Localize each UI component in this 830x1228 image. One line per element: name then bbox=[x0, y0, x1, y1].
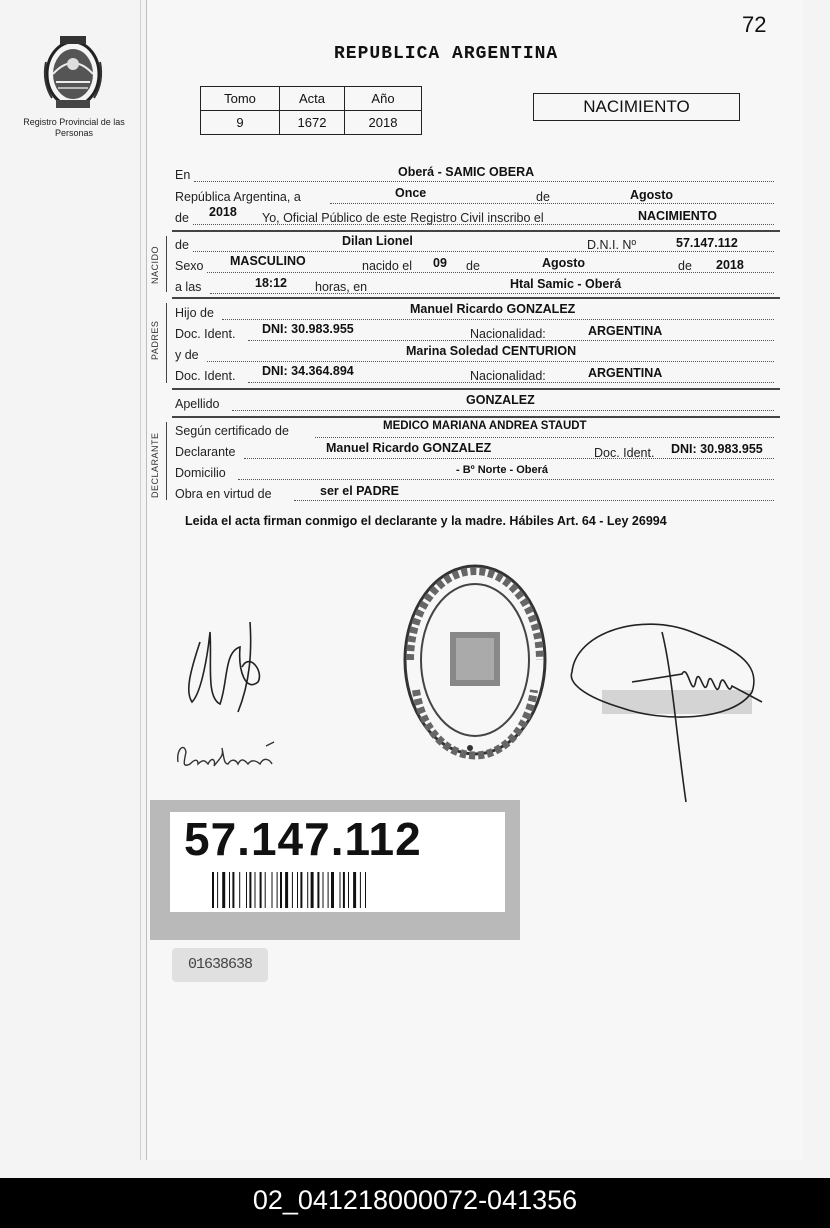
authorized-signature bbox=[562, 612, 790, 808]
misiones-shield-logo bbox=[38, 32, 108, 112]
serial-stamp: 01638638 bbox=[172, 948, 268, 982]
record-type-box: NACIMIENTO bbox=[533, 93, 740, 121]
barcode-bar bbox=[212, 872, 214, 908]
label-a-las: a las bbox=[175, 280, 202, 294]
value-apellido: GONZALEZ bbox=[466, 393, 535, 407]
section-bracket bbox=[166, 236, 167, 292]
label-nacionalidad-2: Nacionalidad: bbox=[470, 369, 546, 383]
value-obra-virtud: ser el PADRE bbox=[320, 484, 399, 498]
barcode-bar bbox=[280, 872, 282, 908]
barcode-bar bbox=[229, 872, 230, 908]
label-en: En bbox=[175, 168, 191, 182]
header-acta: Acta bbox=[280, 87, 345, 111]
record-table bbox=[200, 86, 422, 135]
label-dni: D.N.I. Nº bbox=[587, 238, 637, 252]
label-segun-certificado: Según certificado de bbox=[175, 424, 289, 438]
barcode-bar bbox=[340, 872, 341, 908]
section-bracket bbox=[166, 303, 167, 383]
value-declarante: Manuel Ricardo GONZALEZ bbox=[326, 441, 492, 455]
value-dia-letras: Once bbox=[395, 186, 427, 200]
value-anio: 2018 bbox=[345, 111, 422, 135]
value-lugar: Oberá - SAMIC OBERA bbox=[398, 165, 535, 179]
label-apellido: Apellido bbox=[175, 397, 220, 411]
label-de: de bbox=[536, 190, 550, 204]
registry-seal bbox=[398, 560, 552, 760]
label-yo-oficial: Yo, Oficial Público de este Registro Civil inscribo el bbox=[262, 211, 544, 225]
barcode-bar bbox=[232, 872, 234, 908]
page-number: 72 bbox=[742, 12, 767, 37]
barcode-bar bbox=[307, 872, 308, 908]
section-divider bbox=[172, 297, 780, 299]
label-nacido-el: nacido el bbox=[362, 259, 413, 273]
barcode-bar bbox=[265, 872, 266, 908]
dotted-line bbox=[238, 479, 774, 480]
header-tomo: Tomo bbox=[201, 87, 280, 111]
value-madre: Marina Soledad CENTURION bbox=[406, 344, 577, 358]
dotted-line bbox=[330, 203, 774, 204]
barcode-number: 57.147.112 bbox=[184, 813, 422, 865]
section-divider bbox=[172, 388, 780, 390]
value-lugar-nac: Htal Samic - Oberá bbox=[510, 277, 622, 291]
label-doc-ident-3: Doc. Ident. bbox=[594, 446, 655, 460]
barcode-bar bbox=[328, 872, 329, 908]
barcode-bar bbox=[222, 872, 225, 908]
barcode-bar bbox=[285, 872, 288, 908]
barcode-bar bbox=[300, 872, 302, 908]
barcode-bar bbox=[353, 872, 356, 908]
value-padre: Manuel Ricardo GONZALEZ bbox=[410, 302, 576, 316]
label-nacionalidad: Nacionalidad: bbox=[470, 327, 546, 341]
barcode-bar bbox=[272, 872, 273, 908]
value-mes-registro: Agosto bbox=[630, 188, 674, 202]
side-label-nacido: NACIDO bbox=[150, 245, 160, 284]
label-obra-virtud: Obra en virtud de bbox=[175, 487, 272, 501]
value-anio-nac: 2018 bbox=[716, 258, 744, 272]
dotted-line bbox=[232, 410, 774, 411]
barcode bbox=[212, 872, 417, 908]
dotted-line bbox=[194, 181, 774, 182]
value-domicilio: - Bº Norte - Oberá bbox=[456, 464, 549, 476]
barcode-bar bbox=[239, 872, 240, 908]
value-certificado: MEDICO MARIANA ANDREA STAUDT bbox=[383, 420, 587, 432]
label-hijo-de: Hijo de bbox=[175, 306, 214, 320]
label-doc-ident-2: Doc. Ident. bbox=[175, 369, 236, 383]
label-declarante: Declarante bbox=[175, 445, 236, 459]
dotted-line bbox=[244, 458, 774, 459]
label-domicilio: Domicilio bbox=[175, 466, 226, 480]
barcode-bar bbox=[255, 872, 256, 908]
barcode-bar bbox=[246, 872, 247, 908]
section-divider bbox=[172, 416, 780, 418]
value-nombre: Dilan Lionel bbox=[342, 234, 413, 248]
dotted-line bbox=[207, 361, 774, 362]
value-sexo: MASCULINO bbox=[230, 254, 306, 268]
barcode-bar bbox=[260, 872, 262, 908]
label-de-2: de bbox=[175, 211, 189, 225]
dotted-line bbox=[193, 251, 774, 252]
official-signature bbox=[180, 612, 270, 722]
header-anio: Año bbox=[345, 87, 422, 111]
value-madre-nac: ARGENTINA bbox=[588, 366, 663, 380]
value-madre-doc: DNI: 34.364.894 bbox=[262, 364, 354, 378]
closing-text: Leida el acta firman conmigo el declarante y la madre. Hábiles Art. 64 - Ley 26994 bbox=[185, 514, 667, 528]
file-identifier: 02_041218000072-041356 bbox=[0, 1178, 830, 1228]
barcode-bar bbox=[311, 872, 314, 908]
barcode-bar bbox=[331, 872, 334, 908]
value-padre-doc: DNI: 30.983.955 bbox=[262, 322, 354, 336]
value-dia-nac: 09 bbox=[433, 256, 447, 270]
barcode-bar bbox=[343, 872, 345, 908]
barcode-bar bbox=[348, 872, 349, 908]
barcode-bar bbox=[365, 872, 366, 908]
value-hora: 18:12 bbox=[255, 276, 287, 290]
logo-caption: Registro Provincial de las Personas bbox=[23, 117, 125, 138]
dotted-line bbox=[210, 293, 774, 294]
value-mes-nac: Agosto bbox=[542, 256, 586, 270]
label-de-4: de bbox=[466, 259, 480, 273]
section-bracket bbox=[166, 422, 167, 500]
value-padre-nac: ARGENTINA bbox=[588, 324, 663, 338]
dotted-line bbox=[315, 437, 774, 438]
value-declarante-doc: DNI: 30.983.955 bbox=[671, 442, 763, 456]
value-tomo: 9 bbox=[201, 111, 280, 135]
section-divider bbox=[172, 230, 780, 232]
barcode-bar bbox=[277, 872, 278, 908]
label-de-3: de bbox=[175, 238, 189, 252]
barcode-bar bbox=[297, 872, 298, 908]
document-title: REPUBLICA ARGENTINA bbox=[334, 44, 559, 64]
value-anio-registro: 2018 bbox=[209, 205, 237, 219]
side-label-declarante: DECLARANTE bbox=[150, 432, 160, 498]
side-label-padres: PADRES bbox=[150, 320, 160, 360]
label-de-5: de bbox=[678, 259, 692, 273]
label-republica: República Argentina, a bbox=[175, 190, 301, 204]
binding-line bbox=[140, 0, 141, 1160]
label-y-de: y de bbox=[175, 348, 199, 362]
barcode-bar bbox=[217, 872, 218, 908]
dotted-line bbox=[222, 319, 774, 320]
barcode-bar bbox=[323, 872, 324, 908]
dotted-line bbox=[294, 500, 774, 501]
barcode-bar bbox=[292, 872, 293, 908]
value-acto: NACIMIENTO bbox=[638, 209, 717, 223]
barcode-bar bbox=[249, 872, 251, 908]
value-acta: 1672 bbox=[280, 111, 345, 135]
label-doc-ident: Doc. Ident. bbox=[175, 327, 236, 341]
label-horas-en: horas, en bbox=[315, 280, 368, 294]
label-sexo: Sexo bbox=[175, 259, 204, 273]
value-dni: 57.147.112 bbox=[676, 236, 738, 250]
mother-signature bbox=[172, 738, 284, 774]
barcode-bar bbox=[360, 872, 361, 908]
barcode-bar bbox=[317, 872, 319, 908]
